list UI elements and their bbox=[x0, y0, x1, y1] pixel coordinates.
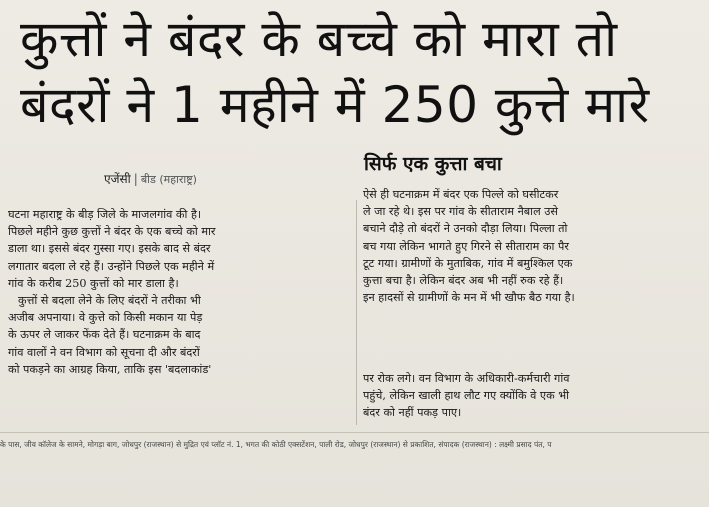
article-line: कुत्तों से बदला लेने के लिए बंदरों ने तरीका भी bbox=[18, 294, 201, 308]
article-line: को पकड़ने का आग्रह किया, ताकि इस 'बदलाकांड' bbox=[8, 362, 212, 376]
imprint-footer: के पास, जीव कॉलेज के सामने, मोगड़ा बाग, जोधपुर (राजस्थान) से मुद्रित एवं प्लॉट नं. 1, भगत की कोठी एक्सटेंशन, पाली रोड, जोधपुर (राजस्थान) से प्रकाशित, संपादक (राजस्थान) : लक्ष्मी प्रसाद पंत, प bbox=[0, 440, 552, 449]
article-line: पहुंचे, लेकिन खाली हाथ लौट गए क्योंकि वे एक भी bbox=[363, 389, 569, 403]
article-line: बचाने दौड़े तो बंदरों ने उनको दौड़ा लिया। पिल्ला तो bbox=[363, 222, 568, 236]
article-line: के ऊपर ले जाकर फेंक देते हैं। घटनाक्रम के बाद bbox=[8, 328, 201, 342]
article-line: गांव के करीब 250 कुत्तों को मार डाला है। bbox=[8, 276, 179, 290]
article-line: डाला था। इससे बंदर गुस्सा गए। इसके बाद से बंदर bbox=[8, 242, 211, 256]
byline bbox=[104, 170, 197, 187]
article-line: घटना महाराष्ट्र के बीड़ जिले के माजलगांव की है। bbox=[8, 208, 202, 221]
article-line: पर रोक लगे। वन विभाग के अधिकारी-कर्मचारी गांव bbox=[363, 372, 570, 385]
article-line: बच गया लेकिन भागते हुए गिरने से सीताराम का पैर bbox=[363, 239, 569, 253]
headline-line-1: कुत्तों ने बंदर के बच्चे को मारा तो bbox=[20, 10, 618, 68]
article-line: इन हादसों से ग्रामीणों के मन में भी खौफ बैठ गया है। bbox=[363, 291, 575, 305]
byline-separator: | bbox=[133, 172, 138, 186]
article-line: बंदर को नहीं पकड़ पाए। bbox=[363, 406, 462, 420]
byline-agency: एजेंसी bbox=[104, 172, 131, 186]
article-line: पिछले महीने कुछ कुत्तों ने बंदर के एक बच्चे को मार bbox=[8, 225, 216, 239]
byline-place: बीड (महाराष्ट्र) bbox=[140, 173, 197, 186]
article-line: टूट गया। ग्रामीणों के मुताबिक, गांव में बमुश्किल एक bbox=[363, 256, 573, 270]
column-divider bbox=[356, 200, 357, 425]
article-line: कुत्ता बचा है। लेकिन बंदर अब भी नहीं रुक रहे हैं। bbox=[363, 274, 564, 288]
article-column-left bbox=[8, 206, 353, 378]
article-column-right-top bbox=[363, 186, 703, 306]
article-column-right-bottom bbox=[363, 370, 703, 422]
headline-line-2: बंदरों ने 1 महीने में 250 कुत्ते मारे bbox=[20, 76, 650, 134]
article-line: ऐसे ही घटनाक्रम में बंदर एक पिल्ले को घसीटकर bbox=[363, 188, 559, 201]
article-line: गांव वालों ने वन विभाग को सूचना दी और बंदरों bbox=[8, 345, 200, 359]
article-line: लगातार बदला ले रहे हैं। उन्होंने पिछले एक महीने में bbox=[8, 259, 215, 273]
article-line: अजीब अपनाया। वे कुत्ते को किसी मकान या पेड़ bbox=[8, 311, 203, 325]
footer-rule bbox=[0, 432, 709, 433]
article-line: ले जा रहे थे। इस पर गांव के सीताराम नैबाल उसे bbox=[363, 205, 558, 219]
subhead: सिर्फ एक कुत्ता बचा bbox=[364, 153, 502, 175]
headline bbox=[20, 6, 700, 138]
